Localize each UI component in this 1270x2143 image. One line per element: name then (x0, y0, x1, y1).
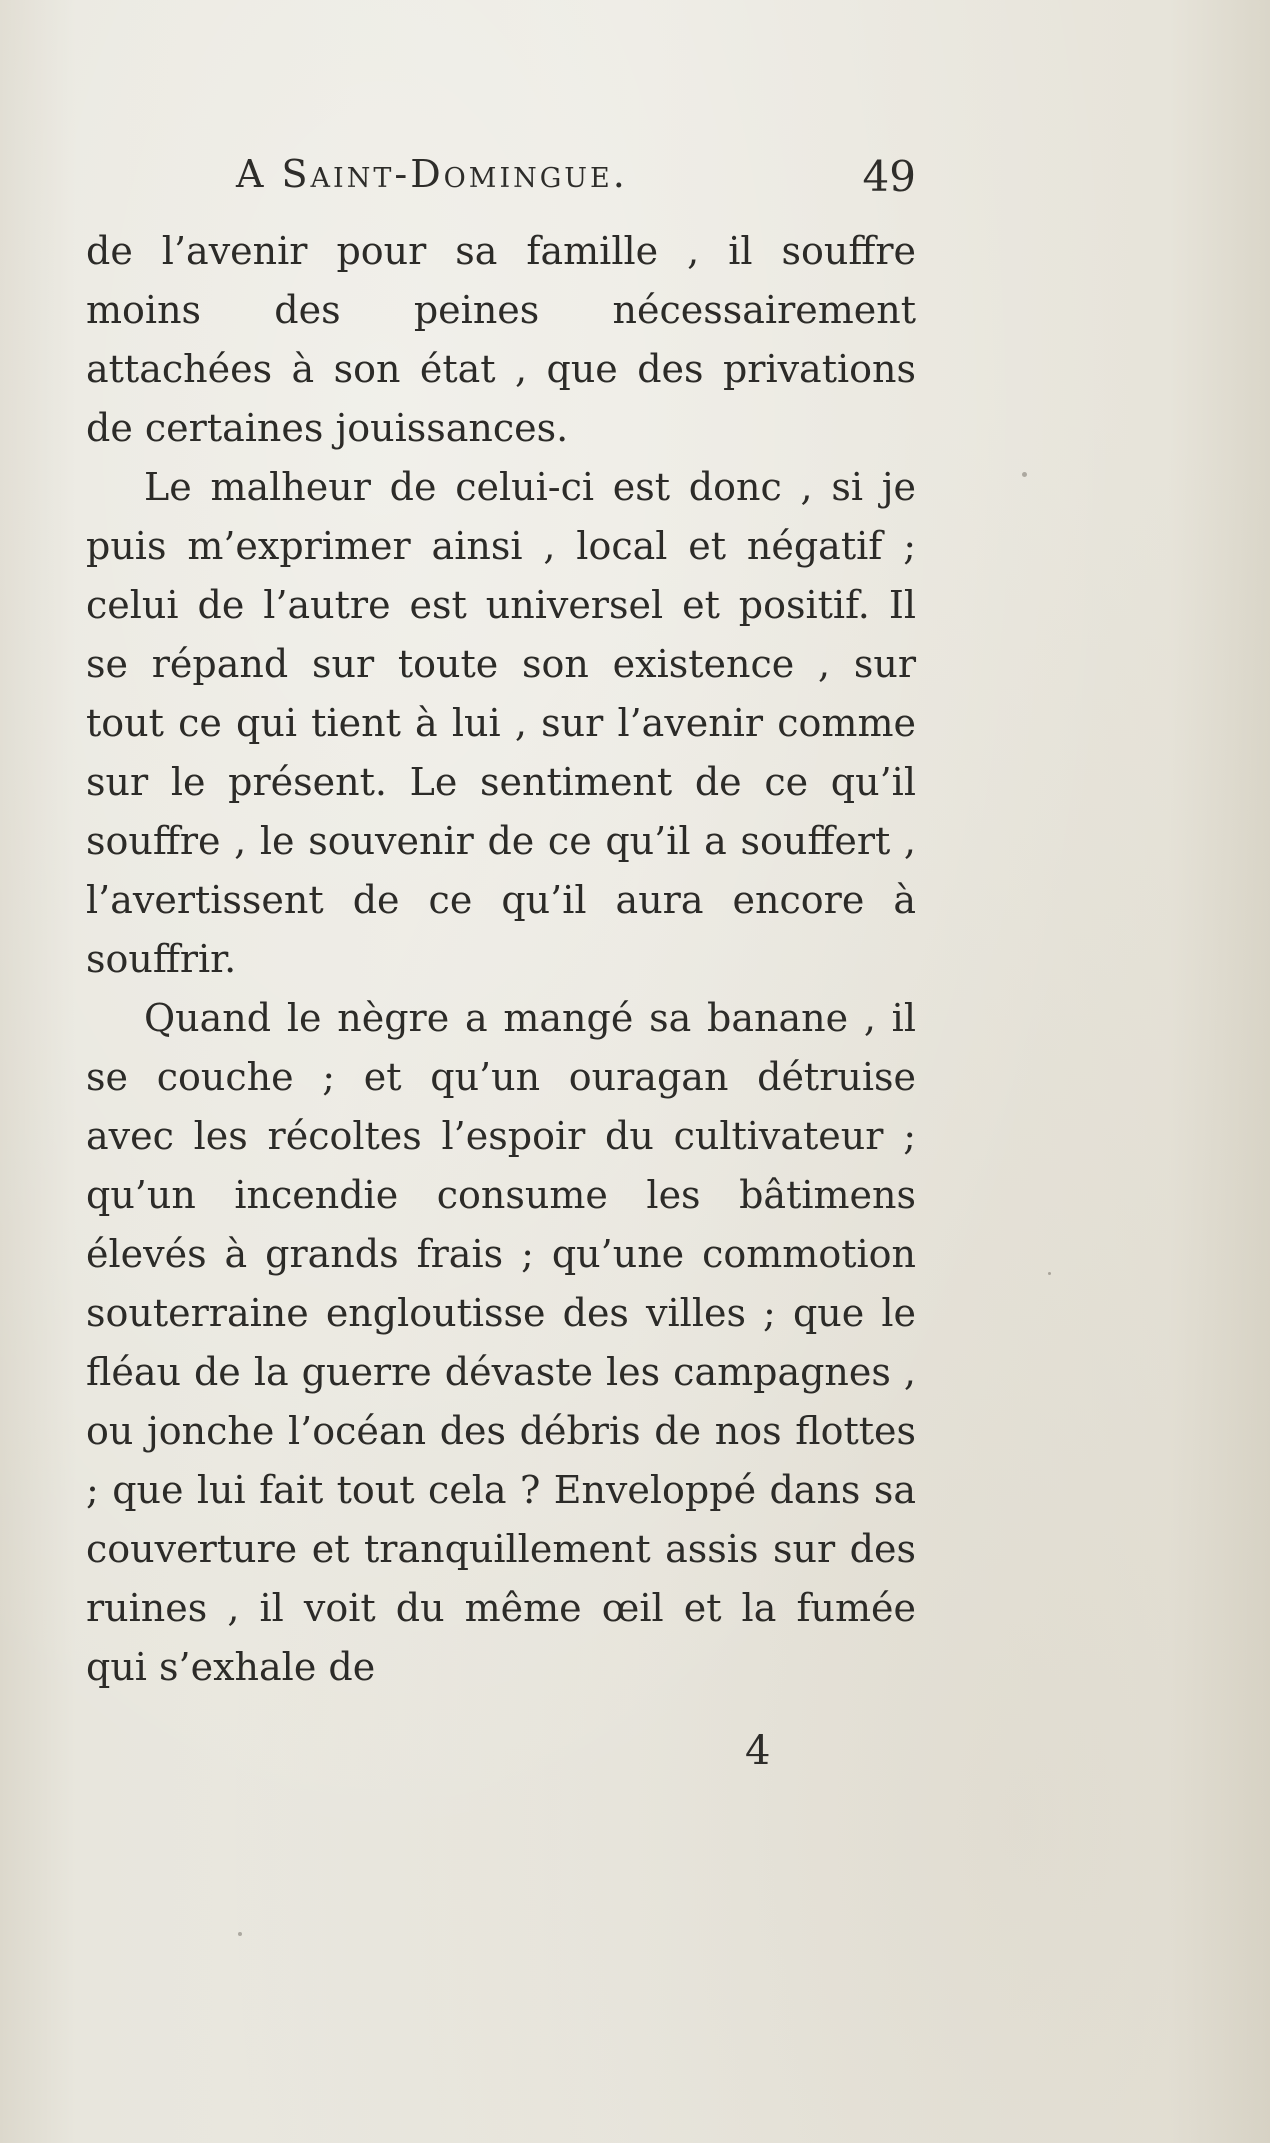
signature-mark: 4 (745, 1728, 771, 1774)
paper-speck (1022, 472, 1027, 477)
page-number: 49 (862, 152, 916, 201)
paragraph-1: de l’avenir pour sa famille , il souffre moins des peines nécessairement attachées à son état , que des privations de certaines jouissances. (86, 229, 916, 450)
paragraph-2: Le malheur de celui-ci est donc , si je puis m’exprimer ainsi , local et négatif ; celui de l’autre est universel et positif. Il se répand sur toute son existence , sur tout ce qui tient à lui , sur l’avenir comme sur le présent. Le sentiment de ce qu’il souffre , le souvenir de ce qu’il a souffert , l’avertissent de ce qu’il aura encore à souffrir. (86, 465, 916, 981)
paper-speck (238, 1932, 242, 1936)
paper-speck (1048, 1272, 1051, 1275)
paragraph-3: Quand le nègre a mangé sa banane , il se couche ; et qu’un ouragan détruise avec les récoltes l’espoir du cultivateur ; qu’un incendie consume les bâtimens élevés à grands frais ; qu’une commotion souterraine engloutisse des villes ; que le fléau de la guerre dévaste les campagnes , ou jonche l’océan des débris de nos flottes ; que lui fait tout cela ? Enveloppé dans sa couverture et tranquillement assis sur des ruines , il voit du même œil et la fumée qui s’exhale de (86, 996, 916, 1689)
body-text (86, 222, 916, 1697)
running-title: A Saint-Domingue. (236, 152, 628, 196)
running-head (236, 152, 916, 202)
